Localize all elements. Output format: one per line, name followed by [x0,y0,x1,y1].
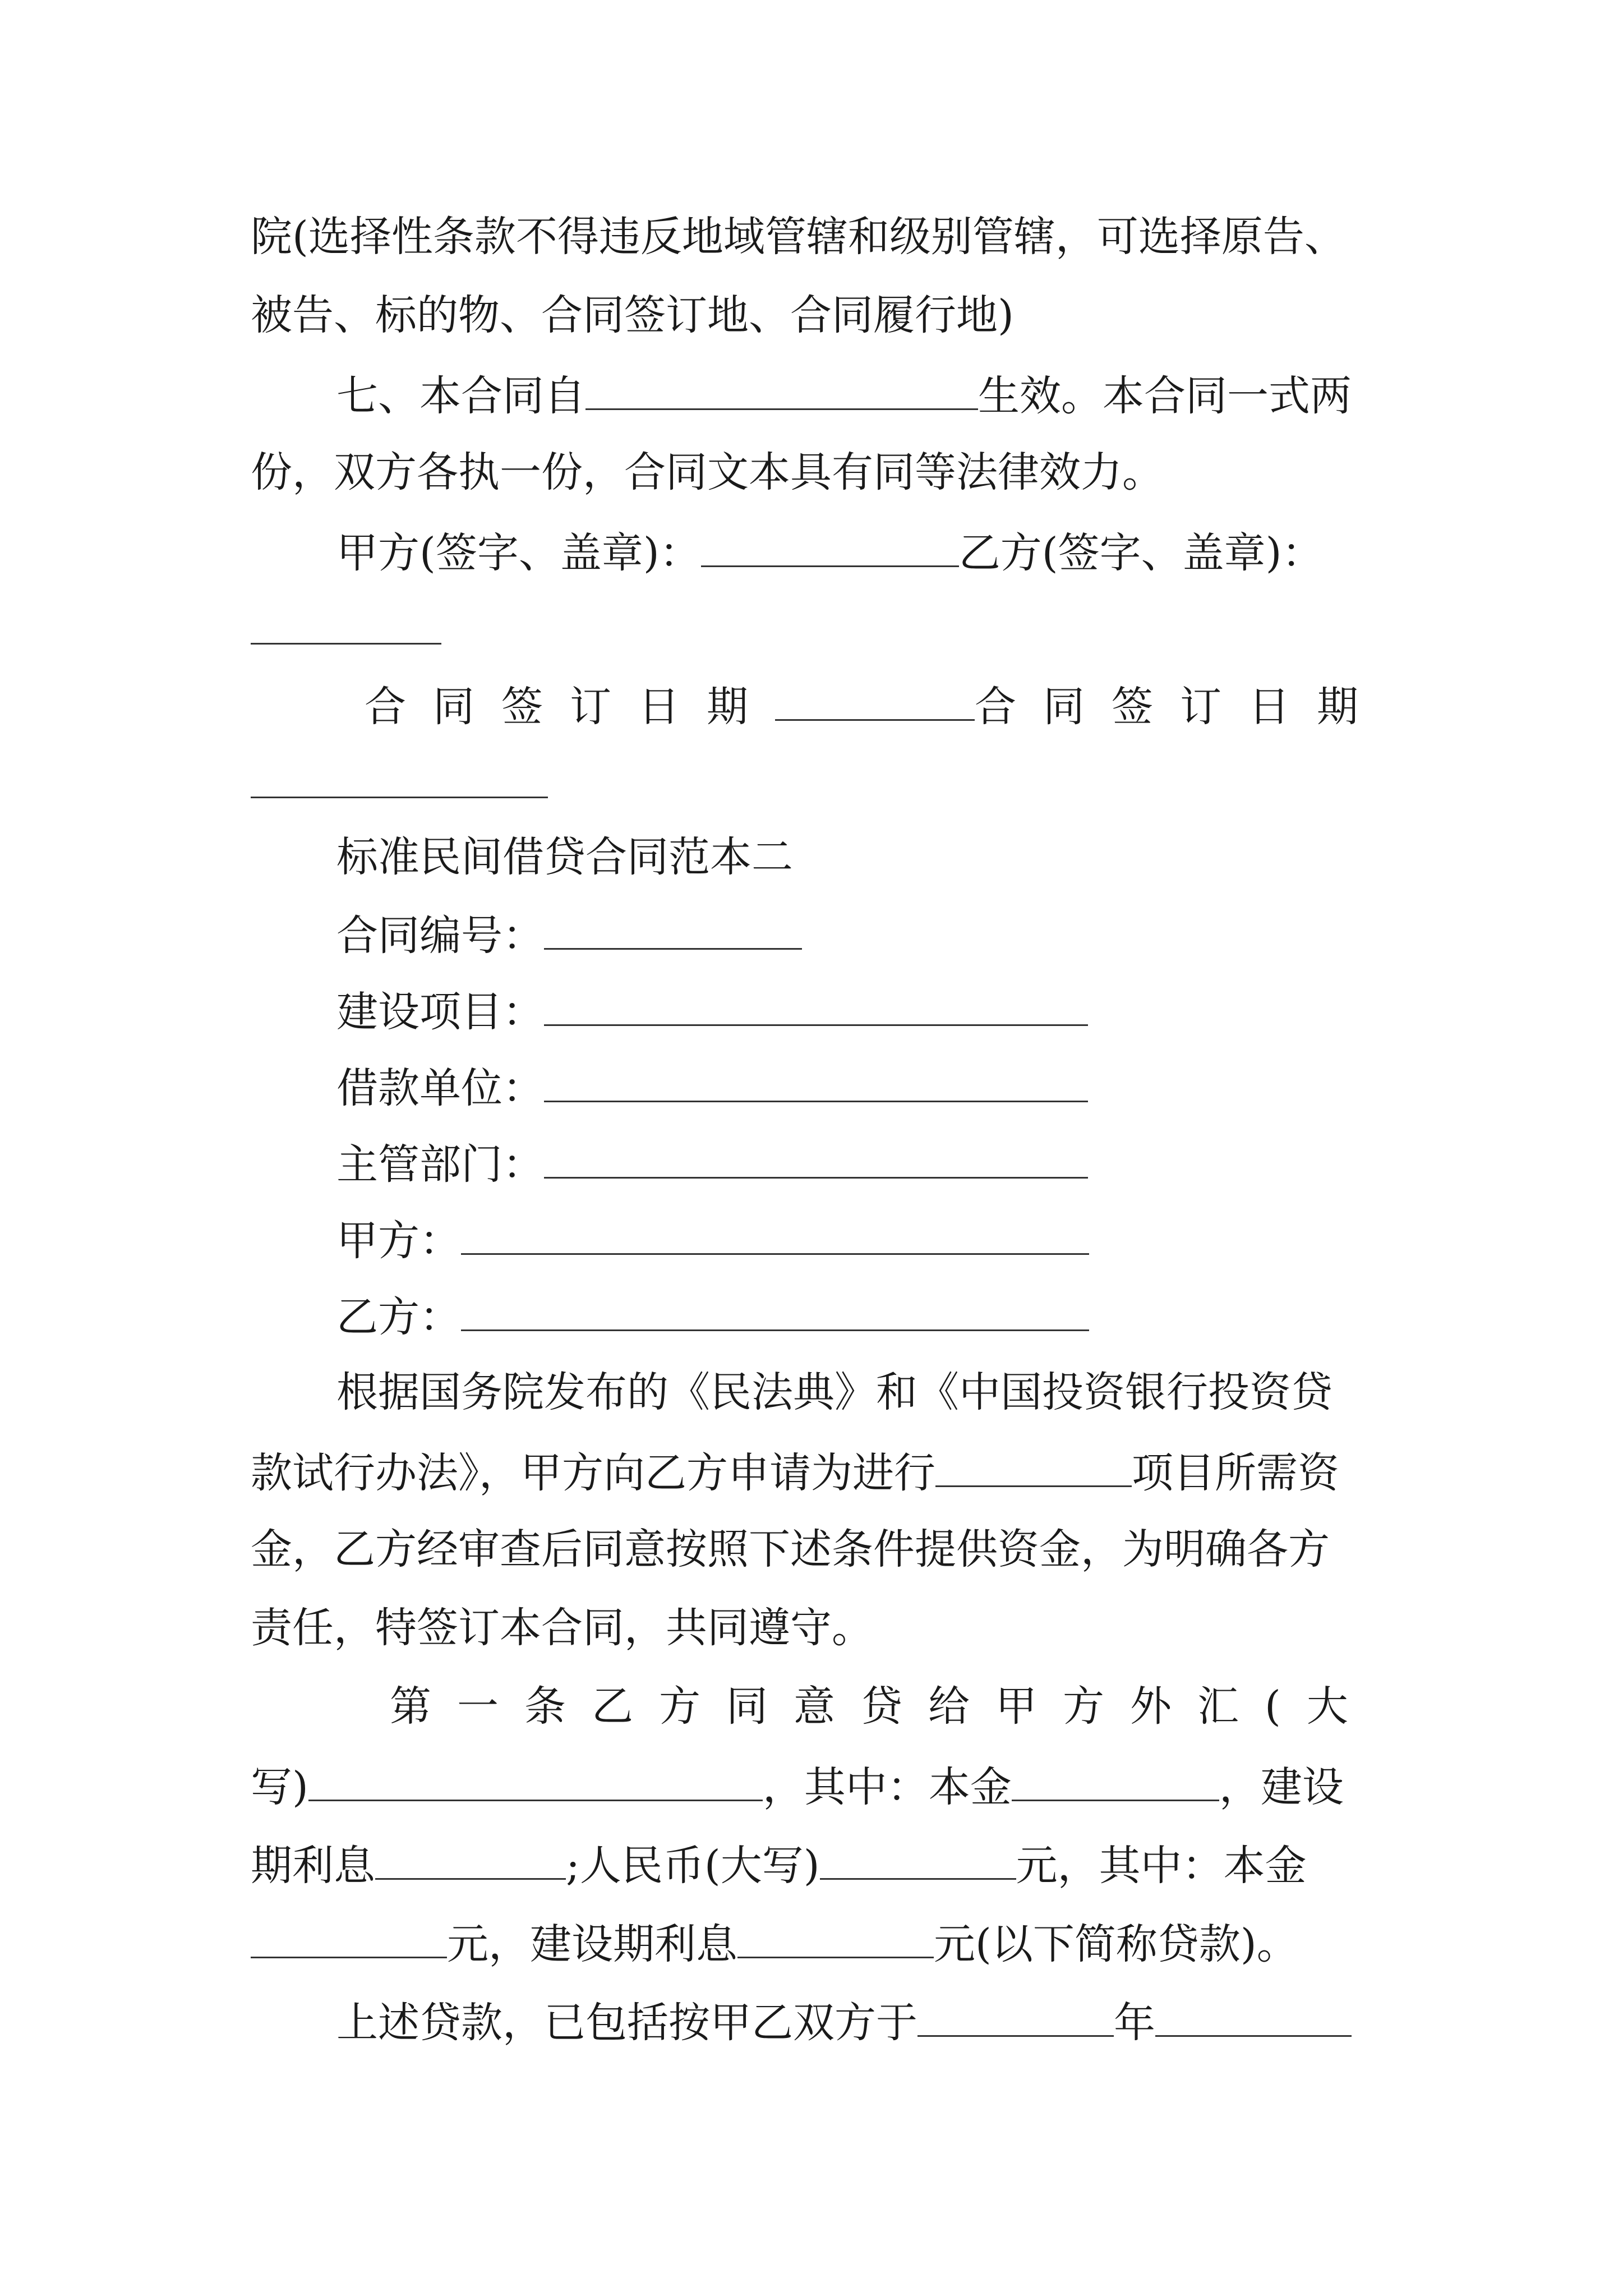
project-field [336,982,1481,1040]
effective-clause-label: 七、本合同自 [336,372,585,420]
contract-number-blank[interactable] [544,905,802,950]
article-1-text: ，建设 [1219,1763,1344,1811]
party-b-signature-label: 乙方(签字、盖章)： [958,529,1324,577]
rmb-interest-blank[interactable] [737,1914,934,1958]
foreign-principal-blank[interactable] [1012,1757,1219,1801]
party-b-field [336,1287,1481,1345]
article-1-line [336,1993,1481,2051]
signature-line [336,523,1481,581]
borrower-field [336,1058,1481,1116]
contract-number-field [336,905,1481,964]
party-a-blank[interactable] [461,1211,1089,1255]
contract-title: 标准民间借贷合同范本二 [336,833,793,881]
preamble-line [251,1443,1395,1501]
agreement-month-blank[interactable] [1155,1993,1352,2037]
party-b-blank[interactable] [461,1287,1089,1331]
party-b-signing-date-label: 合同签订日期 [975,683,1385,731]
agreement-year-blank[interactable] [917,1993,1114,2037]
rmb-principal-blank[interactable] [251,1914,447,1958]
preamble-text: 款试行办法》，甲方向乙方申请为进行 [251,1449,935,1497]
foreign-currency-amount-blank[interactable] [308,1757,763,1801]
article-1-text: 上述贷款，已包括按甲乙双方于 [336,1999,917,2047]
borrower-label: 借款单位： [336,1064,544,1112]
department-field [336,1134,1481,1193]
preamble-line: 根据国务院发布的《民法典》和《中国投资银行投资贷 [336,1368,1332,1416]
rmb-amount-blank[interactable] [820,1835,1016,1880]
effective-clause-rest: 生效。本合同一式两 [978,372,1352,420]
party-a-signature-label: 甲方(签字、盖章)： [336,529,701,577]
article-1-heading: 第一条乙方同意贷给甲方外汇(大 [390,1682,1374,1731]
preamble-text: 项目所需资 [1132,1449,1339,1497]
project-blank[interactable] [544,982,1088,1026]
article-1-text: 元，建设期利息 [447,1920,737,1968]
effective-clause-line [336,366,1481,424]
party-a-signing-date-label: 合同签订日期 [365,683,775,731]
party-a-signing-date-blank[interactable] [775,677,975,721]
clause-text-line: 院(选择性条款不得违反地域管辖和级别管辖，可选择原告、 [251,213,1346,261]
preamble-line: 责任，特签订本合同，共同遵守。 [251,1604,873,1652]
party-a-field [336,1211,1481,1269]
article-1-line [251,1914,1395,1972]
article-1-text: 年 [1114,1999,1155,2047]
party-a-signature-blank[interactable] [701,523,959,567]
article-1-line [251,1835,1395,1894]
article-1-heading-line [390,1678,1388,1734]
contract-number-label: 合同编号： [336,912,544,960]
copies-clause-line: 份，双方各执一份，合同文本具有同等法律效力。 [251,448,1164,496]
department-label: 主管部门： [336,1140,544,1189]
project-purpose-blank[interactable] [935,1443,1132,1487]
article-1-text: ;人民币(大写) [566,1842,820,1890]
article-1-text: 期利息 [251,1842,375,1890]
article-1-text: 写) [251,1763,308,1811]
party-b-label: 乙方： [336,1293,461,1341]
party-a-label: 甲方： [336,1217,461,1265]
foreign-interest-blank[interactable] [375,1835,566,1880]
article-1-text: ，其中：本金 [762,1763,1012,1811]
article-1-line [251,1757,1395,1815]
project-label: 建设项目： [336,988,544,1036]
effective-date-blank[interactable] [585,366,978,410]
borrower-blank[interactable] [544,1058,1088,1102]
preamble-line: 金，乙方经审查后同意按照下述条件提供资金，为明确各方 [251,1525,1330,1573]
clause-text-line: 被告、标的物、合同签订地、合同履行地) [251,291,1014,339]
department-blank[interactable] [544,1134,1088,1179]
article-1-text: 元，其中：本金 [1016,1842,1307,1890]
party-b-signature-blank[interactable] [251,643,441,645]
party-b-signing-date-blank[interactable] [251,797,548,798]
article-1-text: 元(以下简称贷款)。 [934,1920,1298,1968]
signing-date-line [365,677,1385,735]
